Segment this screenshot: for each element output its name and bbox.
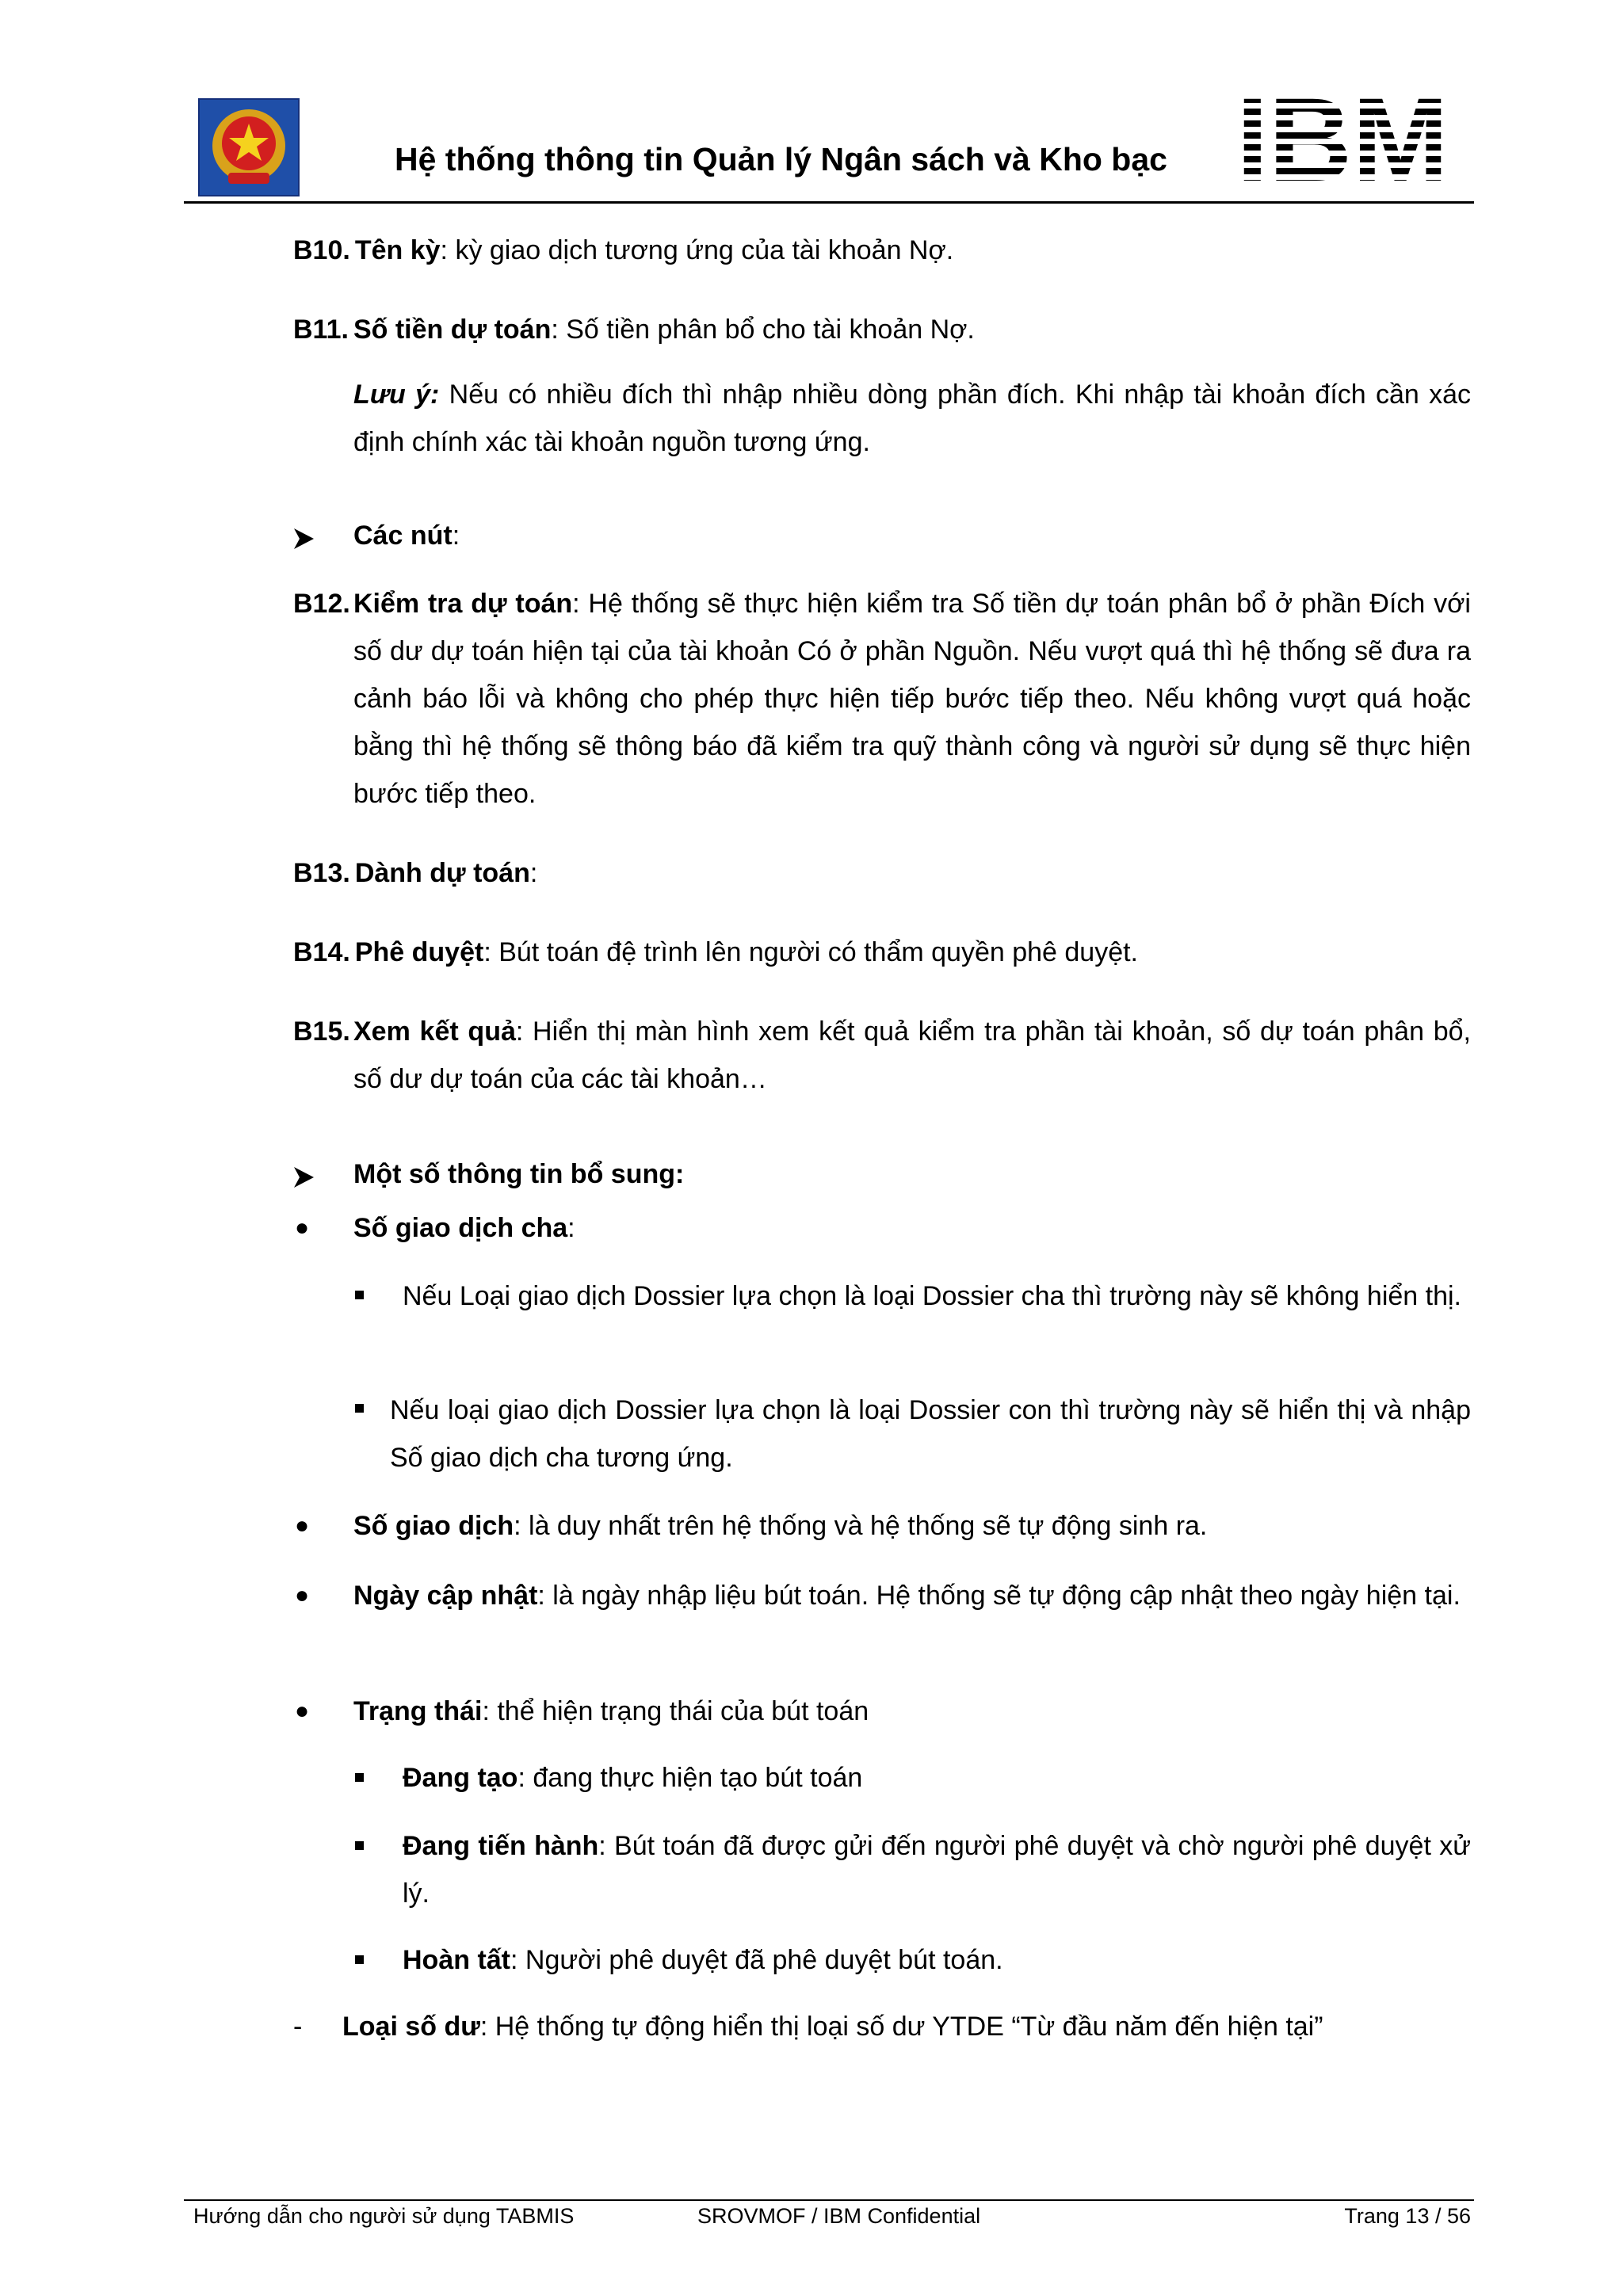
item-term: Tên kỳ (354, 235, 441, 265)
item-b15-number: B15. (293, 1016, 350, 1047)
item-term: Phê duyệt (354, 937, 484, 967)
parent-sub-item-2: Nếu loại giao dịch Dossier lựa chọn là loại Dossier con thì trường này sẽ hiển thị và nhập Số giao dịch cha tương ứng. (390, 1395, 1471, 1473)
arrow-bullet-icon (292, 513, 315, 561)
parent-sub-item-1: Nếu Loại giao dịch Dossier lựa chọn là loại Dossier cha thì trường này sẽ không hiển thị. (403, 1281, 1461, 1311)
item-description: : Hệ thống sẽ thực hiện kiểm tra Số tiền dự toán phân bổ ở phần Đích với số dư dự toán hiện tại của tài khoản Có ở phần Nguồn. Nếu vượt quá thì hệ thống sẽ đưa ra cảnh báo lỗi và không cho phép thực hiện tiếp bước tiếp theo. Nếu không vượt quá hoặc bằng thì hệ thống sẽ thông báo đã kiểm tra quỹ thành công và người sử dụng sẽ thực hiện bước tiếp theo. (353, 589, 1471, 809)
item-term: Xem kết quả (353, 1016, 516, 1047)
footer-center: SROVMOF / IBM Confidential (697, 2204, 981, 2228)
national-emblem (198, 98, 300, 196)
item-b15 (353, 1008, 1471, 1103)
item-term: Số tiền dự toán (353, 315, 552, 345)
square-bullet-icon (355, 1291, 364, 1299)
item-b13 (293, 849, 1471, 897)
status-creating-item: Đang tạo: đang thực hiện tạo bút toán (403, 1763, 863, 1793)
buttons-heading: Các nút: (353, 521, 460, 551)
balance-type-item: Loại số dư: Hệ thống tự động hiển thị loại số dư YTDE “Từ đầu năm đến hiện tại” (342, 2012, 1323, 2042)
item-number: B10. (293, 235, 350, 265)
status-in-progress-item: Đang tiến hành: Bút toán đã được gửi đến người phê duyệt và chờ người phê duyệt xử lý. (403, 1831, 1471, 1909)
txn-number-item: Số giao dịch: là duy nhất trên hệ thống và hệ thống sẽ tự động sinh ra. (353, 1511, 1208, 1541)
item-number: B13. (293, 858, 350, 888)
item-b10 (293, 227, 1471, 274)
note-paragraph (353, 371, 1471, 466)
footer-rule (184, 2199, 1474, 2201)
note-label: Lưu ý: (353, 379, 440, 410)
item-description: : Bút toán đệ trình lên người có thẩm quyền phê duyệt. (483, 937, 1139, 967)
item-term: Kiểm tra dự toán (353, 589, 573, 619)
status-item: Trạng thái: thể hiện trạng thái của bút toán (353, 1696, 869, 1726)
round-bullet-icon: ● (295, 1698, 310, 1724)
update-date-item: Ngày cập nhật: là ngày nhập liệu bút toán. Hệ thống sẽ tự động cập nhật theo ngày hiện tại. (353, 1581, 1461, 1611)
parent-txn-item: Số giao dịch cha: (353, 1213, 575, 1243)
square-bullet-icon (355, 1841, 364, 1850)
item-description: : (529, 858, 538, 888)
square-bullet-icon (355, 1773, 364, 1782)
round-bullet-icon: ● (295, 1215, 310, 1241)
note-text: Nếu có nhiều đích thì nhập nhiều dòng phần đích. Khi nhập tài khoản đích cần xác định chính xác tài khoản nguồn tương ứng. (353, 379, 1471, 457)
item-term: Dành dự toán (354, 858, 530, 888)
item-b12-number: B12. (293, 589, 350, 619)
ibm-logo: IBM (1236, 97, 1450, 185)
round-bullet-icon: ● (295, 1582, 310, 1608)
item-description: : Số tiền phân bổ cho tài khoản Nợ. (551, 315, 975, 345)
item-number: B14. (293, 937, 350, 967)
round-bullet-icon: ● (295, 1512, 310, 1539)
dash-bullet: - (293, 2012, 303, 2042)
item-b11 (293, 306, 1471, 353)
square-bullet-icon (355, 1955, 364, 1964)
status-done-item: Hoàn tất: Người phê duyệt đã phê duyệt bút toán. (403, 1945, 1003, 1975)
document-header-title: Hệ thống thông tin Quản lý Ngân sách và Kho bạc (395, 141, 1167, 177)
extra-info-heading: Một số thông tin bổ sung: (353, 1159, 685, 1189)
item-b12 (353, 580, 1471, 818)
item-b14 (293, 929, 1471, 976)
item-description: : Hiển thị màn hình xem kết quả kiểm tra phần tài khoản, số dự toán phân bổ, số dư dự toán của các tài khoản… (353, 1016, 1471, 1094)
square-bullet-icon (355, 1404, 364, 1413)
header-rule (184, 201, 1474, 204)
footer-page-number: Trang 13 / 56 (1344, 2204, 1471, 2228)
arrow-bullet-icon (292, 1152, 315, 1199)
item-description: : kỳ giao dịch tương ứng của tài khoản Nợ. (440, 235, 954, 265)
item-number: B11. (293, 315, 349, 345)
footer-left: Hướng dẫn cho người sử dụng TABMIS (193, 2204, 575, 2228)
